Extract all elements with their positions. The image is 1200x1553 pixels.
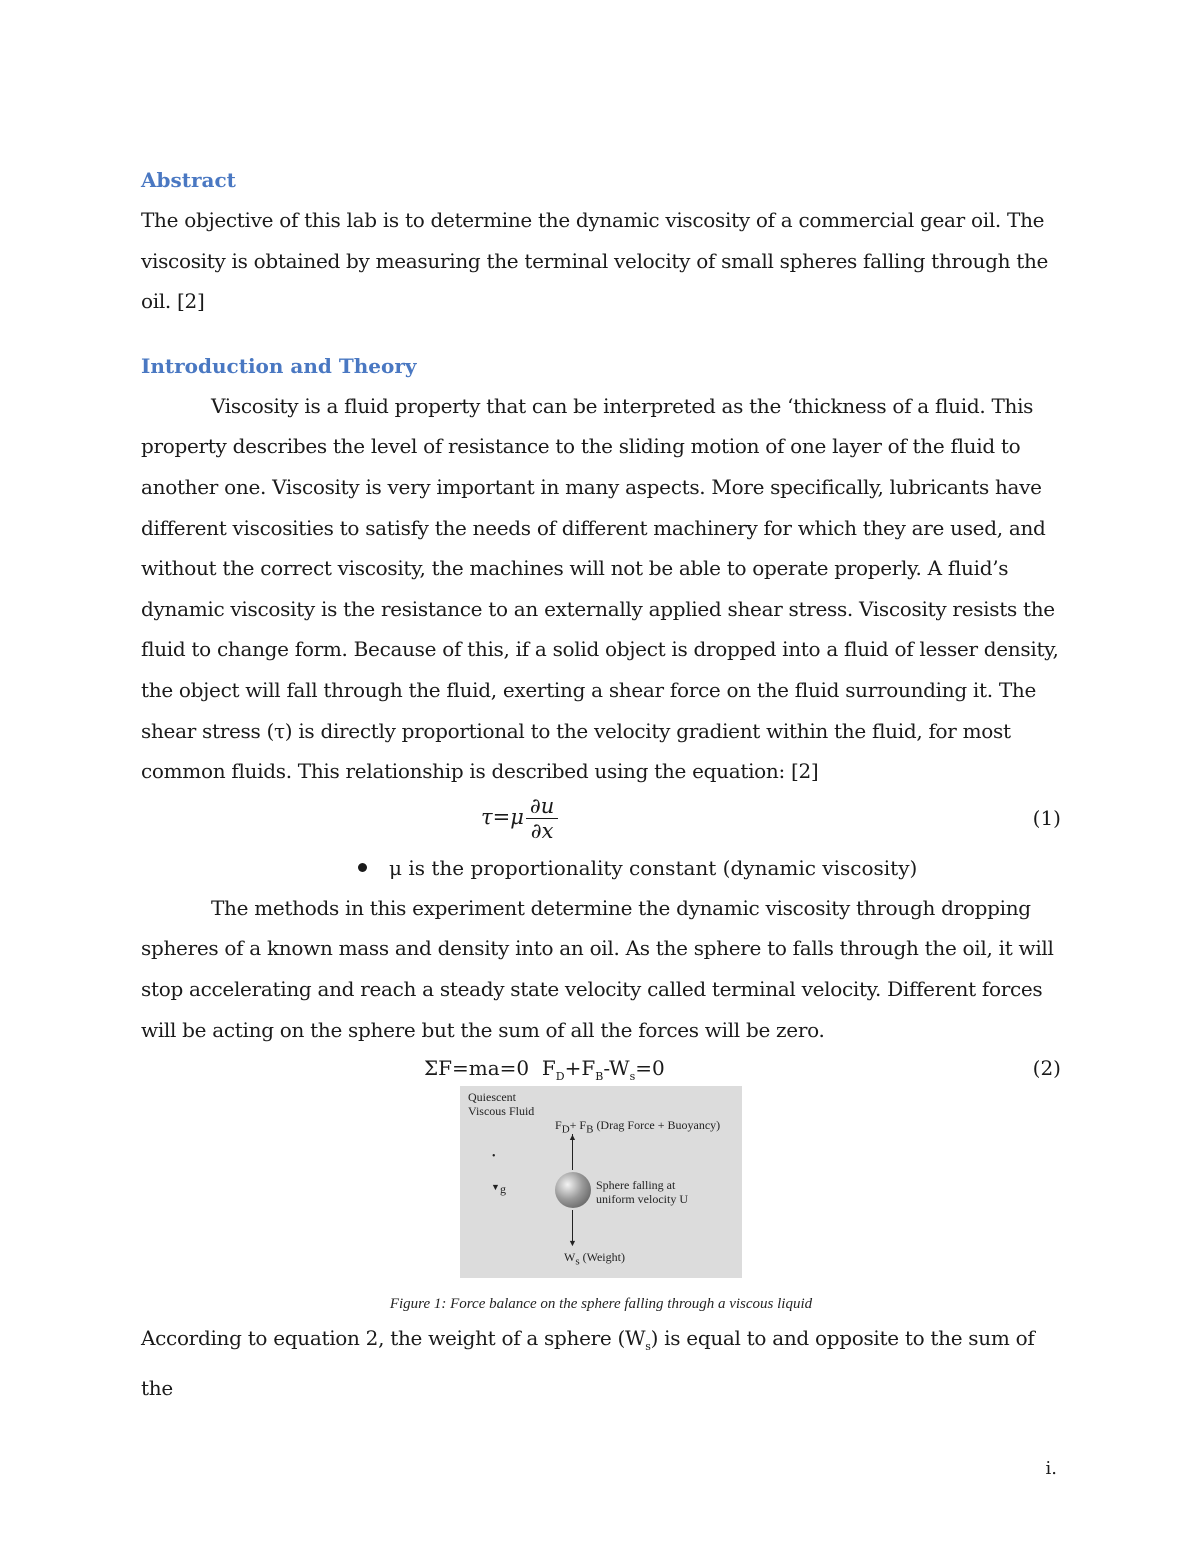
figure-label-weight (564, 1250, 625, 1268)
equation-1-fraction (526, 794, 558, 843)
equation-2-sum: ΣF=ma=0 (424, 1056, 530, 1081)
weight-arrowhead-icon: ▼ (568, 1238, 577, 1249)
figure-caption: Figure 1: Force balance on the sphere falling through a viscous liquid (389, 1296, 813, 1313)
bullet-icon (358, 863, 367, 872)
abstract-text: The objective of this lab is to determine the dynamic viscosity of a commercial gear oil. The viscosity is obtained by measuring the terminal velocity of small spheres falling through the oil. [2] (141, 208, 1049, 314)
drag-f: F (555, 1118, 562, 1133)
equation-2-fd-sub: D (555, 1070, 565, 1084)
gravity-dot-icon: • (492, 1151, 496, 1163)
sphere-icon (555, 1172, 591, 1208)
equation-1-body (481, 794, 558, 843)
weight-desc: (Weight) (582, 1250, 625, 1265)
weight-w: W (564, 1250, 576, 1265)
equation-2-plus: +F (564, 1056, 596, 1081)
figure-label-fluid-line-2: Viscous Fluid (468, 1104, 535, 1119)
equation-2-minus: -W (603, 1056, 630, 1081)
equation-2-fd: F (541, 1056, 556, 1081)
closing-text-start: According to equation 2, the weight of a sphere (W (141, 1326, 646, 1351)
figure-label-sphere-line-1: Sphere falling at (596, 1178, 676, 1193)
weight-sub: s (575, 1255, 580, 1268)
closing-text-sub: s (645, 1340, 651, 1354)
figure-label-sphere-line-2: uniform velocity U (596, 1192, 688, 1207)
spacer (141, 322, 1061, 346)
drag-arrowhead-icon: ▲ (568, 1132, 577, 1143)
drag-sub-b: B (586, 1123, 594, 1136)
equation-2-fb-sub: B (595, 1070, 604, 1084)
closing-text-end: ) is equal to and opposite to the sum of the (141, 1326, 1035, 1400)
equation-1-numerator: ∂u (526, 794, 558, 819)
bullet-text: μ is the proportionality constant (dynamic viscosity) (389, 855, 918, 880)
intro-heading: Introduction and Theory (141, 353, 417, 378)
closing-paragraph (141, 1318, 1061, 1408)
drag-sub-d: D (561, 1123, 570, 1136)
figure-label-fluid-line-1: Quiescent (468, 1090, 516, 1105)
abstract-heading: Abstract (141, 168, 236, 192)
equation-1-denominator: ∂x (530, 818, 554, 843)
equation-2-label: (2) (1032, 1056, 1061, 1081)
intro-paragraph-1: Viscosity is a fluid property that can be interpreted as the ‘thickness of a fluid. This property describes the level of resistance to the sliding motion of one layer of the fluid to another one. Viscosity is very important in many aspects. More specifically, lubricants have different viscosities to satisfy the needs of different machinery for which they are used, and without the correct viscosity, the machines will not be able to operate properly. A fluid’s dynamic viscosity is the resistance to an externally applied shear stress. Viscosity resists the fluid to change form. Because of this, if a solid object is dropped into a fluid of lesser density, the object will fall through the fluid, exerting a shear force on the fluid surrounding it. The shear stress (τ) is directly proportional to the velocity gradient within the fluid, for most common fluids. This relationship is described using the equation: [2] (141, 393, 1059, 784)
equation-2-ws-sub: s (629, 1070, 636, 1084)
figure-label-drag (555, 1118, 720, 1136)
page-number: i. (1045, 1458, 1057, 1479)
equation-2 (141, 1050, 1061, 1086)
figure-label-fluid (468, 1090, 534, 1118)
gravity-arrow-icon: ▼ (491, 1182, 500, 1193)
intro-paragraph-2: The methods in this experiment determine the dynamic viscosity through dropping spheres of a known mass and density into an oil. As the sphere to falls through the oil, it will stop accelerating and reach a steady state velocity called terminal velocity. Different forces will be acting on the sphere but the sum of all the forces will be zero. (141, 895, 1054, 1042)
figure-label-g: g (500, 1182, 506, 1197)
drag-desc: (Drag Force + Buoyancy) (596, 1118, 721, 1133)
equation-1 (141, 792, 1061, 848)
figure-label-sphere (596, 1178, 688, 1206)
bullet-item (141, 848, 1061, 888)
equation-1-label: (1) (1032, 805, 1061, 830)
force-balance-figure (460, 1086, 742, 1278)
drag-plus: + F (569, 1118, 587, 1133)
equation-2-end: =0 (635, 1056, 665, 1081)
document-body (141, 160, 1061, 1408)
equation-1-lhs: τ=μ (481, 804, 524, 829)
